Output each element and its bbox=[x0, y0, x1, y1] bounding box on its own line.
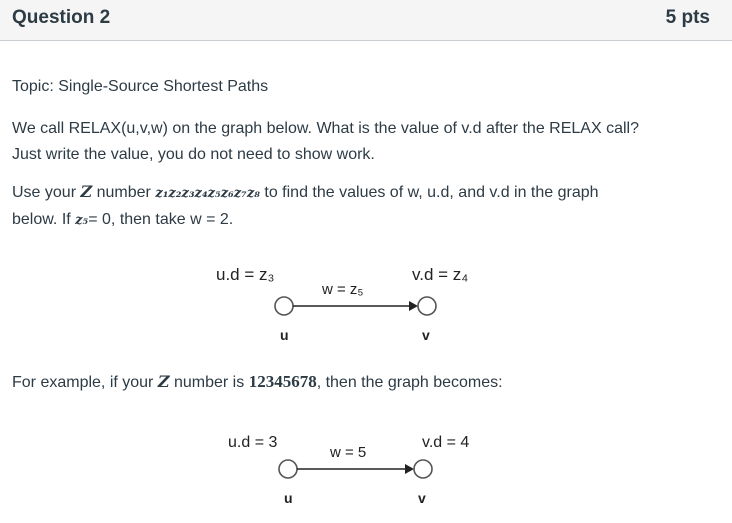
instruction-line2-end: = 0, then take w = 2. bbox=[88, 211, 234, 228]
instruction-number-word: number bbox=[96, 184, 151, 201]
topic-text: Topic: Single-Source Shortest Paths bbox=[12, 78, 269, 95]
instruction-line2-start: below. If bbox=[12, 211, 71, 228]
question-line-2: Just write the value, you do not need to show work. bbox=[12, 146, 375, 163]
node-v bbox=[418, 297, 436, 315]
example-z-symbol: Z bbox=[157, 372, 170, 391]
weight-label: w = z₅ bbox=[322, 281, 364, 298]
example-number: 12345678 bbox=[248, 372, 317, 391]
graph-diagram-example bbox=[210, 427, 520, 519]
example-middle: number is bbox=[173, 374, 245, 391]
node-u bbox=[275, 297, 293, 315]
question-points: 5 pts bbox=[665, 7, 710, 28]
example-vd-label: v.d = 4 bbox=[422, 434, 470, 451]
question-header bbox=[0, 0, 732, 41]
instruction-find-text: to find the values of w, u.d, and v.d in the graph bbox=[264, 184, 599, 201]
example-edge-arrowhead bbox=[405, 464, 414, 474]
node-u-label: u bbox=[280, 327, 289, 343]
vd-label: v.d = z₄ bbox=[412, 265, 469, 284]
example-node-u bbox=[279, 460, 297, 478]
example-node-v bbox=[414, 460, 432, 478]
z5-symbol: z₅ bbox=[75, 213, 89, 228]
ud-label: u.d = z₃ bbox=[216, 265, 275, 284]
graph-diagram-variables bbox=[200, 258, 520, 350]
example-suffix: , then the graph becomes: bbox=[316, 374, 503, 391]
example-node-v-label: v bbox=[418, 490, 426, 506]
z-digits: z₁z₂z₃z₄z₅z₆z₇z₈ bbox=[155, 186, 260, 201]
example-ud-label: u.d = 3 bbox=[228, 434, 278, 451]
z-symbol: Z bbox=[80, 182, 93, 201]
question-title: Question 2 bbox=[12, 7, 111, 28]
instruction-text bbox=[12, 179, 599, 234]
example-weight-label: w = 5 bbox=[330, 444, 367, 461]
example-node-u-label: u bbox=[284, 490, 293, 506]
question-text bbox=[12, 116, 639, 168]
example-prefix: For example, if your bbox=[12, 374, 154, 391]
instruction-use-your: Use your bbox=[12, 184, 77, 201]
node-v-label: v bbox=[422, 327, 430, 343]
edge-arrowhead bbox=[409, 301, 418, 311]
example-text bbox=[12, 369, 503, 396]
question-line-1: We call RELAX(u,v,w) on the graph below. What is the value of v.d after the RELAX call? bbox=[12, 120, 639, 137]
